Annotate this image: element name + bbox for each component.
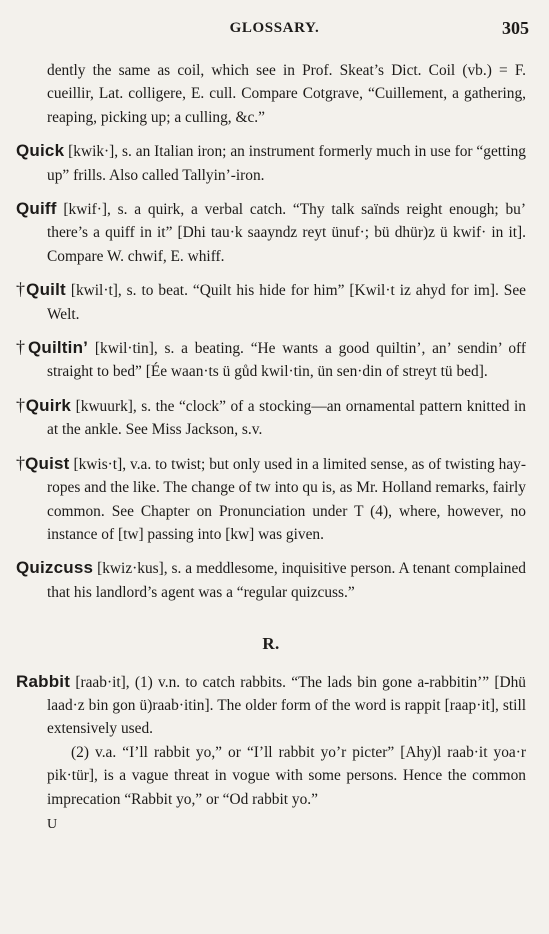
- headword: Quiff: [16, 199, 57, 219]
- entry-marker: †: [16, 452, 26, 473]
- entry-marker: †: [16, 279, 27, 300]
- entry-quilt: [16, 278, 526, 326]
- entry-body: [kwik·], s. an Italian iron; an instrument formerly much in use for “getting up” frills. Also called Tallyin’-iron.: [47, 143, 526, 184]
- entry-quiff: [16, 197, 526, 268]
- entry-body: [kwis·t], v.a. to twist; but only used in a limited sense, as of twisting hay-ropes and the like. The change of tw into qu is, as Mr. Holland remarks, fairly common. See Chapter on Pronunciation under T (4), where, however, no instance of [tw] passing into [kw] was given.: [47, 455, 526, 543]
- signature-mark: U: [47, 816, 59, 832]
- entry-rabbit: [16, 670, 526, 741]
- entry-quist: [16, 452, 526, 547]
- entry-quizcuss: [16, 556, 526, 604]
- entry-rabbit-sense-2: (2) v.a. “I’ll rabbit yo,” or “I’ll rabbit yo’r picter” [Ahy)l raab·it yoa·r pik·tür], is a vague threat in vogue with some persons. Hence the common imprecation “Rabbit yo,” or “Od rabbit yo.”: [47, 743, 526, 808]
- headword: Quilt: [26, 280, 66, 300]
- continuation-paragraph: dently the same as coil, which see in Prof. Skeat’s Dict. Coil (vb.) = F. cueillir, Lat. colligere, E. cull. Compare Cotgrave, “Cuillement, a gathering, reaping, picking up; a culling, &c.”: [47, 62, 526, 126]
- headword: Quick: [16, 141, 65, 161]
- headword: Quirk: [25, 395, 72, 415]
- entry-marker: †: [16, 337, 28, 358]
- headword: Quist: [25, 453, 70, 473]
- section-heading: R.: [262, 634, 280, 654]
- running-title: GLOSSARY.: [229, 20, 320, 36]
- entry-body: [kwil·tin], s. a beating. “He wants a good quiltin’, an’ sendin’ off straight to bed” [Ée waan·ts ü gůd kwil·tin, ün sen·din of streyt tü bed].: [47, 340, 527, 381]
- glossary-body: [16, 59, 526, 836]
- entry-marker: †: [16, 394, 26, 415]
- headword: Rabbit: [16, 671, 71, 691]
- running-head: [0, 18, 549, 42]
- entry-body: [raab·it], (1) v.n. to catch rabbits. “The lads bin gone a-rabbitin’” [Dhü laad·z bin gon ü)raab·itin]. The older form of the word is rappit [raap·it], still extensively used.: [47, 673, 526, 738]
- entry-body: [kwil·t], s. to beat. “Quilt his hide for him” [Kwil·t iz ahyd for im]. See Welt.: [47, 282, 527, 323]
- entry-body: [kwif·], s. a quirk, a verbal catch. “Thy talk saïnds reight enough; bu’ there’s a quiff in it” [Dhi tau·k saayndz reyt ünuf·; bü dhür)z ü kwif· in it]. Compare W. chwif, E. whiff.: [47, 201, 526, 265]
- headword: Quizcuss: [16, 558, 94, 578]
- entry-quick: [16, 139, 526, 187]
- entry-quiltin: [16, 336, 526, 384]
- entry-quirk: [16, 394, 526, 442]
- headword: Quiltin’: [27, 338, 89, 358]
- page-number: 305: [502, 18, 529, 38]
- entry-body: [kwuurk], s. the “clock” of a stocking—an ornamental pattern knitted in at the ankle. See Miss Jackson, s.v.: [47, 397, 526, 439]
- entry-body: [kwiz·kus], s. a meddlesome, inquisitive person. A tenant complained that his landlord’s agent was a “regular quizcuss.”: [47, 560, 526, 601]
